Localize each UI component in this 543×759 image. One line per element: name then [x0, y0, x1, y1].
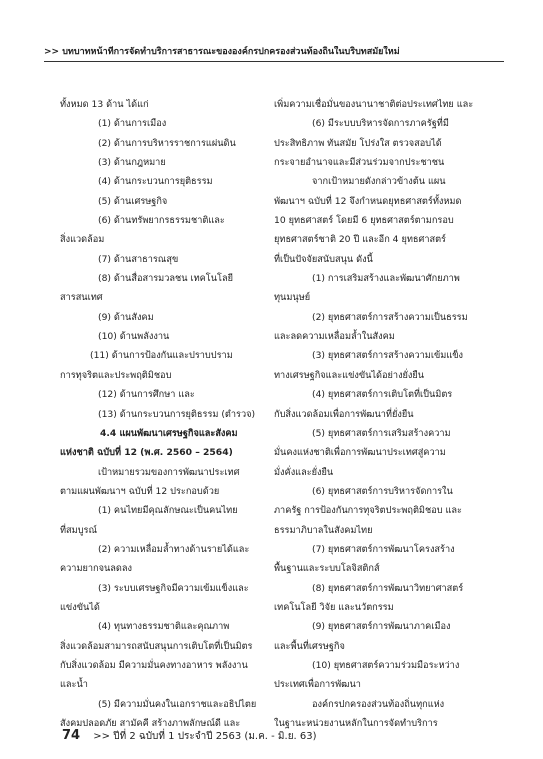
text-line: และพื้นที่เศรษฐกิจ: [274, 640, 345, 652]
list-item: (4) ยุทธศาสตร์การเติบโตที่เป็นมิตร: [312, 389, 453, 401]
text-line: เพิ่มความเชื่อมั่นของนานาชาติต่อประเทศไทย และ: [274, 99, 474, 110]
text-line: ประเทศเพื่อการพัฒนา: [274, 679, 361, 691]
text-line: และลดความเหลื่อมล้ำในสังคม: [274, 331, 395, 343]
page-footer: [62, 729, 462, 744]
text-line: เทคโนโลยี วิจัย และนวัตกรรม: [274, 601, 394, 613]
list-item: (2) ด้านการบริหารราชการแผ่นดิน: [98, 137, 236, 149]
paragraph-line: องค์กรปกครองส่วนท้องถิ่นทุกแห่ง: [312, 698, 445, 710]
text-line: ในฐานะหน่วยงานหลักในการจัดทำบริการ: [274, 718, 438, 729]
right-column: [274, 95, 500, 733]
list-item: (11) ด้านการป้องกันและปราบปราม: [90, 350, 233, 362]
list-item: (6) ด้านทรัพยากรธรรมชาติและ: [98, 215, 225, 227]
list-item: (7) ด้านสาธารณสุข: [98, 253, 179, 265]
running-header: >> บทบาทหน้าที่การจัดทำบริการสาธารณะขององค์กรปกครองส่วนท้องถิ่นในบริบทสมัยใหม่: [44, 47, 400, 57]
left-column: [60, 95, 286, 733]
text-line: ประสิทธิภาพ ทันสมัย โปร่งใส ตรวจสอบได้: [274, 137, 442, 149]
text-line: แข่งขันได้: [60, 601, 100, 613]
text-line: ที่สมบูรณ์: [60, 524, 98, 536]
list-item: (5) มีความมั่นคงในเอกราชและอธิปไตย: [98, 698, 257, 710]
list-item: (3) ด้านกฎหมาย: [98, 157, 166, 169]
paragraph-line: จากเป้าหมายดังกล่าวข้างต้น แผน: [312, 176, 446, 188]
list-item: (5) ด้านเศรษฐกิจ: [98, 195, 168, 207]
list-item: (12) ด้านการศึกษา และ: [98, 389, 195, 401]
text-line: และน้ำ: [60, 679, 88, 691]
list-item: (9) ยุทธศาสตร์การพัฒนาภาคเมือง: [312, 621, 451, 633]
paragraph-line: เป้าหมายรวมของการพัฒนาประเทศ: [98, 466, 240, 478]
text-line: ยุทธศาสตร์ชาติ 20 ปี และอีก 4 ยุทธศาสตร์: [274, 234, 446, 246]
issue-info: >> ปีที่ 2 ฉบับที่ 1 ประจำปี 2563 (ม.ค. - มิ.ย. 63): [93, 731, 317, 742]
list-item: (6) ยุทธศาสตร์การบริหารจัดการใน: [312, 485, 453, 497]
text-line: การทุจริตและประพฤติมิชอบ: [60, 369, 172, 381]
text-line: ความยากจนลดลง: [60, 563, 133, 575]
list-item: (6) มีระบบบริหารจัดการภาครัฐที่มี: [312, 118, 449, 130]
text-line: ภาครัฐ การป้องกันการทุจริตประพฤติมิชอบ และ: [274, 505, 462, 517]
section-heading: แห่งชาติ ฉบับที่ 12 (พ.ศ. 2560 – 2564): [60, 447, 233, 459]
text-line: ทุนมนุษย์: [274, 292, 311, 304]
list-item: (8) ด้านสื่อสารมวลชน เทคโนโลยี: [98, 273, 233, 285]
list-item: (3) ยุทธศาสตร์การสร้างความเข้มแข็ง: [312, 350, 464, 362]
text-line: มั่นคงแห่งชาติเพื่อการพัฒนาประเทศสู่ความ: [274, 447, 446, 459]
text-line: ทางเศรษฐกิจและแข่งขันได้อย่างยั่งยืน: [274, 369, 425, 381]
list-item: (4) ทุนทางธรรมชาติและคุณภาพ: [98, 621, 230, 633]
text-line: 10 ยุทธศาสตร์ โดยมี 6 ยุทธศาสตร์ตามกรอบ: [274, 215, 454, 227]
text-line: สารสนเทศ: [60, 292, 103, 304]
text-line: ตามแผนพัฒนาฯ ฉบับที่ 12 ประกอบด้วย: [60, 485, 220, 497]
text-line: พัฒนาฯ ฉบับที่ 12 จึงกำหนดยุทธศาสตร์ทั้งหมด: [274, 195, 462, 207]
list-item: (1) ด้านการเมือง: [98, 118, 167, 130]
text-line: กระจายอำนาจและมีส่วนร่วมจากประชาชน: [274, 157, 445, 169]
section-heading: 4.4 แผนพัฒนาเศรษฐกิจและสังคม: [100, 427, 238, 439]
list-item: (8) ยุทธศาสตร์การพัฒนาวิทยาศาสตร์: [312, 582, 464, 594]
text-line: พื้นฐานและระบบโลจิสติกส์: [274, 563, 380, 575]
list-item: (1) คนไทยมีคุณลักษณะเป็นคนไทย: [98, 505, 238, 517]
text-line: กับสิ่งแวดล้อม มีความมั่นคงทางอาหาร พลังงาน: [60, 659, 248, 671]
text-line: มั่งคั่งและยั่งยืน: [274, 466, 334, 478]
text-line: ธรรมาภิบาลในสังคมไทย: [274, 524, 373, 536]
text-line: สิ่งแวดล้อม: [60, 234, 105, 246]
list-item: (10) ด้านพลังงาน: [98, 331, 170, 343]
list-item: (4) ด้านกระบวนการยุติธรรม: [98, 176, 213, 188]
list-item: (1) การเสริมสร้างและพัฒนาศักยภาพ: [312, 273, 460, 285]
list-item: (7) ยุทธศาสตร์การพัฒนาโครงสร้าง: [312, 543, 455, 555]
list-item: (5) ยุทธศาสตร์การเสริมสร้างความ: [312, 427, 451, 439]
list-item: (10) ยุทธศาสตร์ความร่วมมือระหว่าง: [312, 659, 460, 671]
text-line: กับสิ่งแวดล้อมเพื่อการพัฒนาที่ยั่งยืน: [274, 408, 414, 420]
text-line: ที่เป็นปัจจัยสนับสนุน ดังนี้: [274, 253, 373, 265]
text-line: สิ่งแวดล้อมสามารถสนับสนุนการเติบโตที่เป็นมิตร: [60, 640, 253, 652]
list-item: (13) ด้านกระบวนการยุติธรรม (ตำรวจ): [98, 408, 256, 420]
page-number: 74: [62, 728, 81, 743]
list-item: (3) ระบบเศรษฐกิจมีความเข้มแข็งและ: [98, 582, 249, 594]
list-item: (2) ความเหลื่อมล้ำทางด้านรายได้และ: [98, 543, 250, 555]
text-line: ทั้งหมด 13 ด้าน ได้แก่: [60, 99, 149, 110]
list-item: (2) ยุทธศาสตร์การสร้างความเป็นธรรม: [312, 311, 468, 323]
list-item: (9) ด้านสังคม: [98, 311, 154, 323]
header-rule: [44, 61, 504, 62]
text-line: สังคมปลอดภัย สามัคคี สร้างภาพลักษณ์ดี และ: [60, 718, 241, 729]
